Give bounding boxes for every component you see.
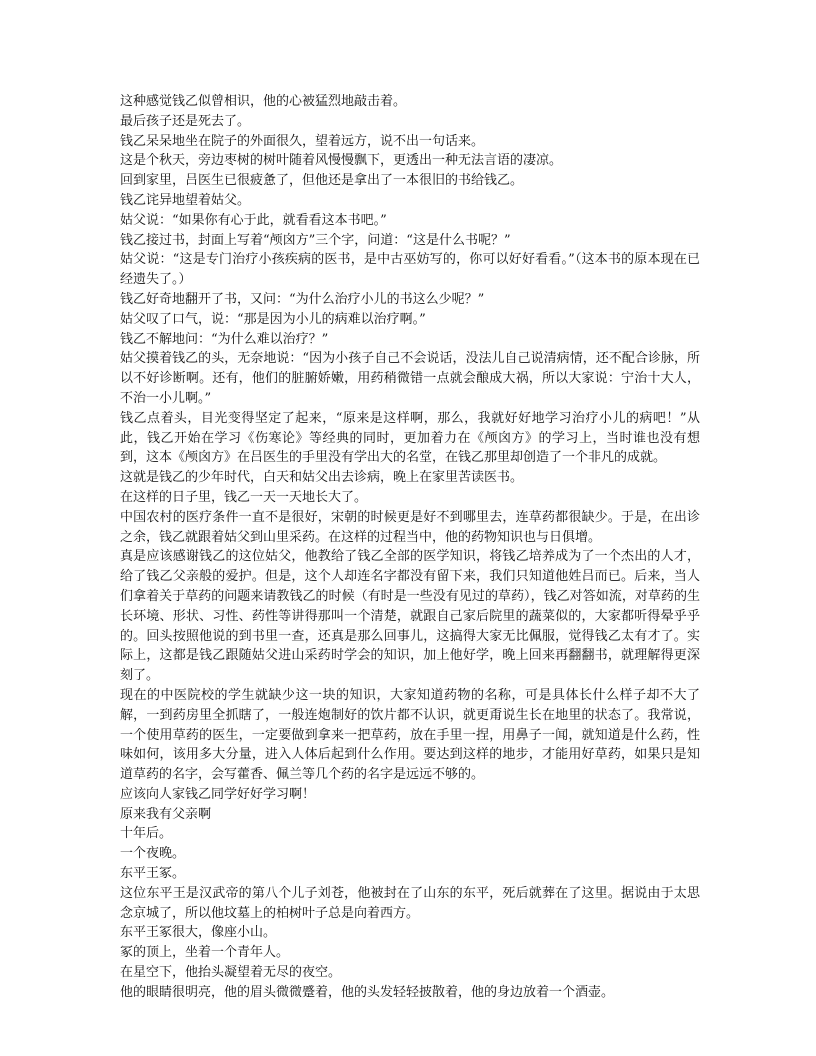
- paragraph: 姑父说：“如果你有心于此，就看看这本书吧。”: [120, 212, 387, 228]
- paragraph: 东平王冢。: [120, 866, 186, 882]
- paragraph: 现在的中医院校的学生就缺少这一块的知识，大家知道药物的名称，可是具体长什么样子却不大了解，一到药房里全抓瞎了，一般连炮制好的饮片都不认识，就更甭说生长在地里的状态了。我常说，一个使用草药的医生，一定要做到拿来一把草药，放在手里一捏，用鼻子一闻，就知道是什么药，性味如何，该用多大分量，进入人体后起到什么作用。要达到这样的地步，才能用好草药，如果只是知道草药的名字，会写藿香、佩兰等几个药的名字是远远不够的。: [120, 687, 700, 783]
- paragraph: 在星空下，他抬头凝望着无尽的夜空。: [120, 965, 342, 981]
- paragraph: 十年后。: [120, 826, 173, 842]
- paragraph: 钱乙点着头，目光变得坚定了起来，“原来是这样啊，那么，我就好好地学习治疗小儿的病吧！”从此，钱乙开始在学习《伤寒论》等经典的同时，更加着力在《颅囟方》的学习上，当时谁也没有想到，这本《颅囟方》在吕医生的手里没有学出大的名堂，在钱乙那里却创造了一个非凡的成就。: [120, 410, 700, 466]
- paragraph: 钱乙呆呆地坐在院子的外面很久，望着远方，说不出一句话来。: [120, 133, 485, 149]
- paragraph: 他的眼睛很明亮，他的眉头微微蹙着，他的头发轻轻披散着，他的身边放着一个酒壶。: [120, 984, 615, 1000]
- section-heading: 原来我有父亲啊: [120, 806, 212, 822]
- paragraph: 中国农村的医疗条件一直不是很好，宋朝的时候更是好不到哪里去，连草药都很缺少。于是，在出诊之余，钱乙就跟着姑父到山里采药。在这样的过程当中，他的药物知识也与日俱增。: [120, 509, 700, 545]
- paragraph: 回到家里，吕医生已很疲惫了，但他还是拿出了一本很旧的书给钱乙。: [120, 173, 524, 189]
- paragraph: 冢的顶上，坐着一个青年人。: [120, 945, 290, 961]
- paragraph: 姑父说：“这是专门治疗小孩疾病的医书，是中古巫妨写的，你可以好好看看。”（这本书的原本现在已经遗失了。）: [120, 252, 700, 288]
- paragraph: 钱乙诧异地望着姑父。: [120, 192, 251, 208]
- paragraph: 这位东平王是汉武帝的第八个儿子刘苍，他被封在了山东的东平，死后就葬在了这里。据说由于太思念京城了，所以他坟墓上的柏树叶子总是向着西方。: [120, 885, 700, 921]
- paragraph: 这是个秋天，旁边枣树的树叶随着风慢慢飘下，更透出一种无法言语的凄凉。: [120, 153, 563, 169]
- paragraph: 应该向人家钱乙同学好好学习啊！: [120, 786, 316, 802]
- paragraph: 姑父摸着钱乙的头，无奈地说：“因为小孩子自己不会说话，没法儿自己说清病情，还不配合诊脉，所以不好诊断啊。还有，他们的脏腑娇嫩，用药稍微错一点就会酿成大祸，所以大家说：宁治十大人，不治一小儿啊。”: [120, 351, 700, 406]
- paragraph: 一个夜晚。: [120, 846, 186, 862]
- paragraph: 钱乙不解地问：“为什么难以治疗？”: [120, 331, 329, 347]
- paragraph: 钱乙接过书，封面上写着“颅囟方”三个字，问道：“这是什么书呢？”: [120, 232, 511, 248]
- paragraph: 钱乙好奇地翻开了书，又问：“为什么治疗小儿的书这么少呢？”: [120, 291, 485, 307]
- paragraph: 真是应该感谢钱乙的这位姑父，他教给了钱乙全部的医学知识，将钱乙培养成为了一个杰出的人才，给了钱乙父亲般的爱护。但是，这个人却连名字都没有留下来，我们只知道他姓吕而已。后来，当人们拿着关于草药的问题来请教钱乙的时候（有时是一些没有见过的草药），钱乙对答如流，对草药的生长环境、形状、习性、药性等讲得那叫一个清楚，就跟自己家后院里的蔬菜似的，大家都听得晕乎乎的。回头按照他说的到书里一查，还真是那么回事儿，这搞得大家无比佩服，觉得钱乙太有才了。实际上，这都是钱乙跟随姑父进山采药时学会的知识，加上他好学，晚上回来再翻翻书，就理解得更深刻了。: [120, 549, 700, 684]
- paragraph: 这种感觉钱乙似曾相识，他的心被猛烈地敲击着。: [120, 94, 407, 109]
- paragraph: 在这样的日子里，钱乙一天一天地长大了。: [120, 489, 368, 505]
- paragraph: 姑父叹了口气，说：“那是因为小儿的病难以治疗啊。”: [120, 311, 426, 327]
- paragraph: 最后孩子还是死去了。: [120, 113, 251, 129]
- paragraph: 东平王冢很大，像座小山。: [120, 925, 277, 941]
- paragraph: 这就是钱乙的少年时代，白天和姑父出去诊病，晚上在家里苦读医书。: [120, 470, 524, 486]
- document-page: [120, 92, 700, 1003]
